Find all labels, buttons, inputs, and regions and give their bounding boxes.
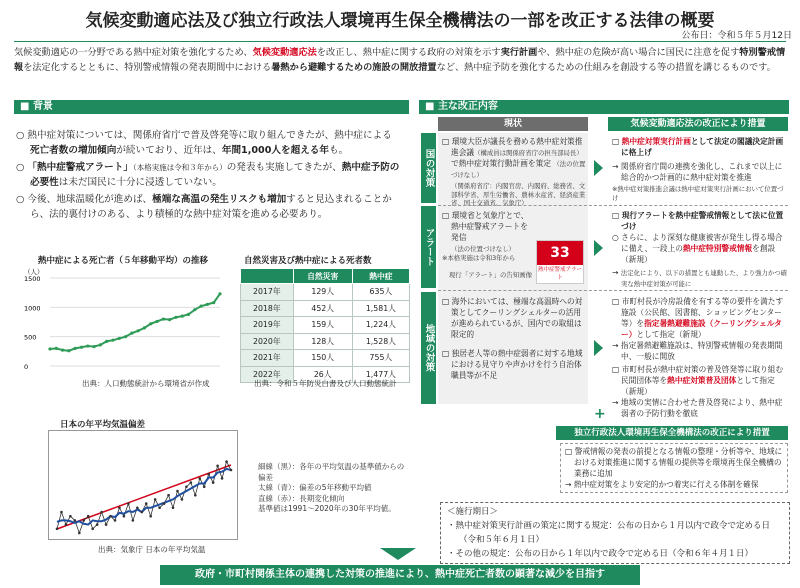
table-header: 熱中症 [352, 269, 409, 284]
footer-banner: 政府・市町村関係主体の連携した対策の推進により、熱中症死亡者数の顕著な減少を目指す [160, 565, 640, 585]
current-alert: □ 環境省と気象庁とで、熱中症警戒アラートを発信 （法の位置づけなし） ※本格実施は令和3年から 現行「アラート」の告知画像 [442, 211, 532, 279]
cell-text: さらに、より深刻な健康被害が発生し得る場合に備え、一段上の [621, 233, 783, 253]
deaths-chart [20, 266, 230, 376]
data-point [230, 469, 233, 472]
cell-note: 法定化により、以下の措置とも連動した、より強力かつ確実な熱中症対策が可能に [620, 269, 788, 288]
data-point [168, 318, 171, 321]
cell-text: で熱中症対策行動計画を策定 [451, 159, 551, 168]
data-point [198, 477, 201, 480]
bg-note: （本格実施は令和３年から） [132, 163, 227, 172]
table-cell: 2018年 [241, 300, 294, 317]
data-point [118, 337, 121, 340]
bg-text: の発表も実施してきたが、 [226, 162, 342, 173]
down-arrow-icon [380, 548, 416, 560]
legend-line: 基準値は1991～2020年の30年平均値。 [258, 504, 396, 513]
arrow-icon [594, 240, 603, 256]
data-point [185, 486, 188, 489]
data-point [212, 481, 215, 484]
data-point [86, 344, 89, 347]
alert-badge: 33 [537, 241, 583, 265]
data-point [162, 317, 165, 320]
table-cell: 755人 [352, 350, 409, 367]
data-point [176, 490, 179, 493]
cell-note: （構成員は関係府省庁の担当部局長） [474, 149, 583, 157]
intro-text: を改正し、熱中症に関する政府の対策を示す [316, 47, 501, 58]
legend-line: 細線（黒）：各年の平均気温の基準値からの偏差 [258, 462, 405, 482]
data-point [155, 320, 158, 323]
cell-text: 熱中症対策をより安定的かつ着実に行える体制を確保 [573, 480, 759, 489]
schedule-line: ・熱中症対策実行計画の策定に関する規定：公布の日から１月以内で政令で定める日 [447, 521, 771, 531]
data-point [200, 305, 203, 308]
bg-text: が続いており、近年は、 [116, 145, 222, 156]
revised-alert: □ 現行アラートを熱中症警戒情報として法に位置づけ ○ さらに、より深刻な健康被害が発生し得る場合に備え、一段上の熱中症特別警戒情報を創設（新規） → 法定化により、以下の措置とも連動した、より強力かつ確実な熱中症対策が可能に [612, 211, 788, 288]
data-point [143, 326, 146, 329]
cell-text: 地域の実情に合わせた普及啓発により、熱中症弱者の予防行動を徹底 [620, 398, 783, 418]
data-point [118, 507, 121, 510]
data-point [181, 315, 184, 318]
deaths-table [240, 268, 410, 383]
data-point [96, 523, 99, 526]
current-national: □ 環境大臣が議長を務める熱中症対策推進会議（構成員は関係府省庁の担当部局長）で熱中症対策行動計画を策定 （法の位置づけなし） （関係府省庁：内閣官房、内閣府、総務省、文部科学省、厚生労働省、農林水産省、経済産業省、国土交通省、気象庁） [442, 136, 588, 208]
current-col-head: 現状 [438, 117, 588, 131]
cell-text: として指定（新規） [621, 376, 775, 396]
temp-legend [258, 462, 408, 515]
table-cell: 2022年 [241, 366, 294, 383]
data-point [127, 502, 130, 505]
intro-paragraph [14, 45, 786, 95]
data-point [145, 502, 148, 505]
cell-note: （法の位置づけなし） [451, 245, 515, 253]
data-point [114, 519, 117, 522]
table-cell: 1,224人 [352, 317, 409, 334]
data-point [130, 332, 133, 335]
temp-chart-title: 日本の年平均気温偏差 [60, 420, 146, 430]
y-tick-label: 1000 [24, 304, 41, 313]
table-header: 自然災害 [293, 269, 352, 284]
y-tick-label: 1500 [24, 275, 41, 283]
schedule-head: ＜施行期日＞ [447, 507, 499, 517]
schedule-box [440, 502, 790, 564]
revised-national: □ 熱中症対策実行計画として法定の閣議決定計画に格上げ → 関係府省庁間の連携を強化し、これまで以上に総合的かつ計画的に熱中症対策を推進 ※熱中症対策推進会議は熱中症対策実行計画において位置づけ [612, 136, 788, 202]
row-divider [438, 205, 788, 206]
data-point [218, 292, 221, 295]
current-local: □ 海外においては、極端な高温時への対策としてクーリングシェルターの活用が進められているが、国内での取組は限定的 □ 独居老人等の熱中症弱者に対する地域における見守りや声かけを行う自治体職員等が不足 [442, 297, 583, 380]
table-cell: 129人 [293, 284, 352, 301]
cell-text: 独居老人等の熱中症弱者に対する地域における見守りや声かけを行う自治体職員等が不足 [451, 349, 583, 380]
cell-text: 市町村長が冷房設備を有する等の要件を満たす施設（公民館、図書館、ショッピングセンター等）を [621, 297, 784, 328]
data-point [181, 498, 184, 501]
data-point [132, 519, 135, 522]
data-point [92, 345, 95, 348]
alert-label: 熱中症警戒アラート [537, 267, 582, 281]
intro-emph: 気候変動適応法 [252, 47, 317, 58]
data-point [82, 519, 85, 522]
data-point [105, 523, 108, 526]
content-heading-label: 主な改正内容 [437, 101, 498, 112]
data-point [55, 347, 58, 350]
schedule-text: 熱中症対策実行計画の策定に関する規定：公布の日から１月以内で政令で定める日 [455, 521, 771, 531]
data-point [87, 515, 90, 518]
data-point [123, 515, 126, 518]
table-cell: 2017年 [241, 284, 294, 301]
bg-bold: 極端な高温の発生リスクも増加 [152, 194, 287, 205]
publication-date: 公布日：令和５年５月12日 [681, 31, 792, 41]
data-point [74, 347, 77, 350]
schedule-text: その他の規定：公布の日から１年以内で政令で定める日（令和６年４月１日） [455, 549, 754, 559]
table-row [241, 300, 410, 317]
data-point [187, 313, 190, 316]
bg-text: も。 [328, 145, 349, 156]
cell-text: 市町村長が熱中症対策の普及啓発等に取り組む民間団体等を [621, 365, 784, 385]
deaths-chart-title: 熱中症による死亡者（５年移動平均）の推移 [38, 256, 209, 266]
title-divider [14, 41, 786, 42]
table-row [241, 350, 410, 367]
data-point [91, 528, 94, 531]
row-label-local: 地域の対策 [421, 292, 436, 404]
alert-image [536, 240, 584, 284]
table-source: 出典：令和５年防災白書及び人口動態統計 [254, 379, 397, 388]
cell-note: 現行「アラート」の告知画像 [448, 270, 532, 279]
schedule-line: ・その他の規定：公布の日から１年以内で政令で定める日（令和６年４月１日） [447, 549, 754, 559]
data-point [216, 465, 219, 468]
arrow-icon [594, 160, 603, 176]
data-point [69, 515, 72, 518]
data-point [163, 502, 166, 505]
table-row [241, 317, 410, 334]
table-cell: 2019年 [241, 317, 294, 334]
data-point [212, 301, 215, 304]
cell-emph: 熱中症対策普及団体 [667, 376, 737, 385]
intro-text: 気候変動適応の一分野である熱中症対策を強化するため、 [14, 47, 253, 58]
bg-bold: 年間1,000人を超える年 [221, 145, 329, 156]
y-tick-label: 500 [24, 333, 37, 342]
data-point [99, 343, 102, 346]
table-cell: 452人 [293, 300, 352, 317]
data-point [206, 303, 209, 306]
bg-bold: 死亡者数の増加傾向 [30, 145, 117, 156]
deaths-source: 出典：人口動態統計から環境省が作成 [82, 379, 210, 388]
intro-bold: 暑熱から避難するための施設の開放措置 [271, 62, 437, 73]
page-title: 気候変動適応法及び独立行政法人環境再生保全機構法の一部を改正する法律の概要 [85, 11, 715, 31]
cell-emph: 指定暑熱避難施設（クーリングシェルター） [621, 319, 782, 339]
data-point [149, 515, 152, 518]
table-cell: 1,581人 [352, 300, 409, 317]
data-point [193, 308, 196, 311]
cell-text: 環境省と気象庁とで、熱中症警戒アラートを発信 [451, 211, 529, 242]
data-point [61, 349, 64, 352]
plus-icon: + [594, 406, 606, 422]
background-list [16, 128, 401, 224]
background-heading: ■ 背景 [14, 100, 409, 114]
data-point [158, 507, 161, 510]
data-point [167, 494, 170, 497]
data-point [154, 498, 157, 501]
table-cell: 1,528人 [352, 333, 409, 350]
cell-text: 警戒情報の発表の前提となる情報の整理・分析等や、地域における対策推進に関する情報の提供等を環境再生保全機構の業務に追加 [574, 447, 783, 478]
legend-line: 太線（青）：偏差の5年移動平均値 [258, 483, 372, 492]
background-item: ○ 「熱中症警戒アラート」（本格実施は令和３年から）の発表も実施してきたが、熱中症予防の必要性は未だ国民に十分に浸透していない。 [16, 162, 400, 188]
intro-text: や、熱中症の危険が高い場合に国民に注意を促す [537, 47, 740, 58]
data-point [140, 511, 143, 514]
deaths-unit: （人） [24, 268, 44, 276]
intro-bold: 実行計画 [500, 47, 538, 58]
schedule-date: （令和５年６月１日） [459, 535, 545, 545]
row-label-national: 国の対策 [421, 133, 436, 203]
cell-text: 関係府省庁間の連携を強化し、これまで以上に総合的かつ計画的に熱中症対策を推進 [620, 162, 783, 182]
cell-bold: 現行アラートを熱中症警戒情報として法に位置づけ [621, 211, 784, 231]
table-header [241, 269, 294, 284]
cell-bold: として法定の閣議決定計画に格上げ [621, 137, 784, 157]
bg-bold: 熱中症予防の必要性 [30, 162, 400, 188]
data-point [78, 532, 81, 535]
data-point [124, 335, 127, 338]
cell-text: 指定暑熱避難施設は、特別警戒情報の発表期間中、一般に開放 [620, 341, 783, 361]
data-point [207, 473, 210, 476]
background-heading-label: 背景 [32, 101, 53, 112]
data-point [149, 322, 152, 325]
data-point [172, 507, 175, 510]
background-item: ○ 今後、地球温暖化が進めば、極端な高温の発生リスクも増加すると見込まれることから、法的裏付けのある、より積極的な熱中症対策を進める必要あり。 [16, 194, 392, 220]
intro-bold: 特別警戒情報 [14, 47, 786, 73]
row-divider [438, 290, 788, 291]
data-point [100, 511, 103, 514]
data-point [60, 511, 63, 514]
table-cell: 1,477人 [352, 366, 409, 383]
data-point [48, 347, 51, 350]
row-label-alert: アラート [421, 206, 436, 288]
background-item: ○ 熱中症対策については、関係府省庁で普及啓発等に取り組んできたが、熱中症による死亡者数の増加傾向が続いており、近年は、年間1,000人を超える年も。 [16, 130, 392, 156]
bg-text: 熱中症対策については、関係府省庁で普及啓発等に取り組んできたが、熱中症による [27, 130, 392, 141]
content-heading: ■ 主な改正内容 [419, 100, 789, 114]
cell-note: （関係府省庁：内閣官房、内閣府、総務省、文部科学省、厚生労働省、農林水産省、経済産業省、国土交通省、気象庁） [451, 182, 586, 207]
revised-local: □ 市町村長が冷房設備を有する等の要件を満たす施設（公民館、図書館、ショッピングセンター等）を指定暑熱避難施設（クーリングシェルター）として指定（新規） → 指定暑熱避難施設は、特別警戒情報の発表期間中、一般に開放 □ 市町村長が熱中症対策の普及啓発等に取り組む民間団体等を熱中症対策普及団体として指定（新規） → 地域の実情に合わせた普及啓発により、熱中症弱者の予防行動を徹底 [612, 297, 784, 418]
bg-text: は未だ国民に十分に浸透していない。 [58, 177, 222, 188]
table-cell: 150人 [293, 350, 352, 367]
table-cell: 635人 [352, 284, 409, 301]
bg-text: すると見込まれることから、法的裏付けのある、より積極的な熱中症対策を進める必要あり。 [30, 194, 392, 220]
data-point [65, 523, 68, 526]
cell-text: 海外においては、極端な高温時への対策としてクーリングシェルターの活用が進められているが、国内での取組は限定的 [451, 297, 583, 339]
data-point [174, 316, 177, 319]
data-point [221, 477, 224, 480]
intro-text: など、熱中症予防を強化するための仕組みを創設する等の措置を講じるものです。 [436, 62, 776, 73]
table-row [241, 284, 410, 301]
data-point [80, 346, 83, 349]
cell-note: ※本格実施は令和3年から [442, 254, 516, 262]
data-point [105, 340, 108, 343]
table-cell: 128人 [293, 333, 352, 350]
data-point [203, 486, 206, 489]
bg-text: 今後、地球温暖化が進めば、 [27, 194, 153, 205]
data-point [194, 494, 197, 497]
cell-text: として指定（新規） [636, 330, 706, 339]
cell-note: （法の位置づけなし） [451, 160, 586, 179]
data-point [74, 519, 77, 522]
legend-line: 直線（赤）：長期変化傾向 [258, 493, 345, 503]
data-point [109, 515, 112, 518]
data-point [137, 329, 140, 332]
data-point [56, 528, 59, 531]
cell-text: を創設（新規） [621, 244, 776, 264]
y-tick-label: 0 [24, 363, 29, 371]
arrow-icon [594, 340, 603, 356]
data-point [190, 481, 193, 484]
cell-emph: 熱中症特別警戒情報 [682, 244, 753, 253]
cell-note: ※熱中症対策推進会議は熱中症対策実行計画において位置づけ [612, 185, 784, 202]
intro-text: を法定化するとともに、特別警戒情報の発表期間中における [23, 62, 272, 73]
data-point [67, 349, 70, 352]
table-row [241, 333, 410, 350]
cell-emph: 熱中症対策実行計画 [621, 137, 691, 146]
deaths-line [50, 294, 220, 351]
temp-source: 出典：気象庁 日本の年平均気温 [98, 545, 206, 554]
revised-col-head: 気候変動適応法の改正により措置 [608, 117, 788, 131]
data-point [111, 339, 114, 342]
table-cell: 2021年 [241, 350, 294, 367]
agency-head: 独立行政法人環境再生保全機構法の改正により措置 [556, 426, 788, 440]
agency-box: □ 警戒情報の発表の前提となる情報の整理・分析等や、地域における対策推進に関する情報の提供等を環境再生保全機構の業務に追加 → 熱中症対策をより安定的かつ着実に行える体制を確保 [560, 443, 788, 493]
table-cell: 159人 [293, 317, 352, 334]
table-cell: 2020年 [241, 333, 294, 350]
data-point [136, 507, 139, 510]
temp-chart [48, 430, 238, 540]
table-title: 自然災害及び熱中症による死者数 [244, 256, 372, 266]
cell-text: 環境大臣が議長を務める熱中症対策推進会議 [451, 137, 583, 157]
data-point [225, 460, 228, 463]
bg-bold: 「熱中症警戒アラート」 [27, 162, 133, 173]
table-cell: 26人 [293, 366, 352, 383]
